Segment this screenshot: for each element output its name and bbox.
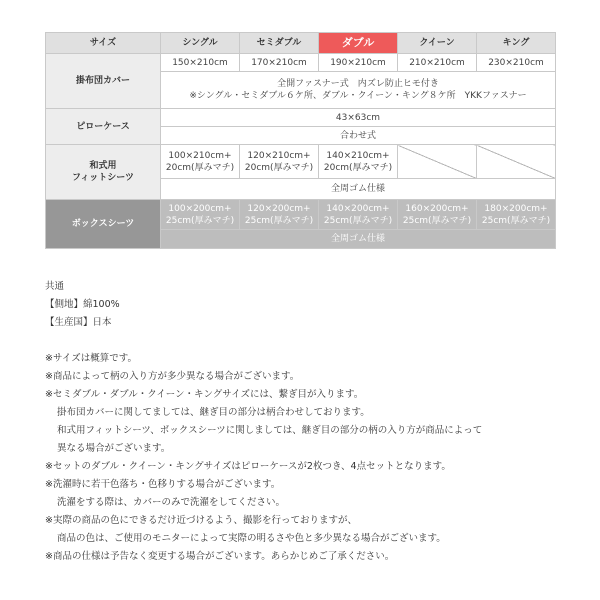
fitted-double-line1: 140×210cm+	[326, 150, 390, 161]
pillow-dims: 43×63cm	[161, 109, 556, 127]
fitted-double-line2: 20cm(厚みマチ)	[323, 162, 393, 173]
kakebuton-dim-double: 190×210cm	[319, 54, 398, 72]
box-spec: 全周ゴム仕様	[161, 230, 556, 249]
size-header: サイズ	[46, 33, 161, 54]
col-header-single: シングル	[161, 33, 240, 54]
box-cell-single	[161, 200, 240, 230]
fitted-spec: 全周ゴム仕様	[161, 179, 556, 200]
col-header-semidouble: セミダブル	[240, 33, 319, 54]
fitted-dims-row	[46, 145, 556, 179]
pillow-type: 合わせ式	[161, 127, 556, 145]
note-line: ※洗濯時に若干色落ち・色移りする場合がございます。	[45, 479, 281, 490]
notes-list	[45, 350, 565, 566]
col-header-double: ダブル	[319, 33, 398, 54]
fitted-label-line2: フィットシーツ	[72, 173, 134, 183]
note-line: ※サイズは概算です。	[45, 353, 137, 364]
kakebuton-dim-semidouble: 170×210cm	[240, 54, 319, 72]
note-line: ※セミダブル・ダブル・クイーン・キングサイズには、繋ぎ目が入ります。	[45, 389, 364, 400]
box-king-line1: 180×200cm+	[484, 203, 548, 214]
note-line: 洗濯をする際は、カバーのみで洗濯をしてください。	[57, 497, 286, 508]
fitted-single-line1: 100×210cm+	[168, 150, 232, 161]
box-label: ボックスシーツ	[46, 200, 161, 249]
common-material: 【側地】綿100%	[45, 299, 120, 310]
box-cell-semidouble	[240, 200, 319, 230]
box-single-line2: 25cm(厚みマチ)	[165, 215, 235, 226]
notes-section	[45, 278, 565, 566]
note-line: ※セットのダブル・クイーン・キングサイズはピローケースが2枚つき、4点セットとなります。	[45, 461, 451, 472]
pillow-label: ピローケース	[46, 109, 161, 145]
common-origin: 【生産国】日本	[45, 317, 112, 328]
kakebuton-note-line1: 全開ファスナー式 内ズレ防止ヒモ付き	[277, 79, 439, 89]
fitted-semidouble-line1: 120×210cm+	[247, 150, 311, 161]
col-header-king: キング	[477, 33, 556, 54]
kakebuton-dim-single: 150×210cm	[161, 54, 240, 72]
box-cell-king	[477, 200, 556, 230]
fitted-cell-queen-na	[398, 145, 477, 179]
fitted-cell-double	[319, 145, 398, 179]
box-double-line2: 25cm(厚みマチ)	[323, 215, 393, 226]
box-king-line2: 25cm(厚みマチ)	[481, 215, 551, 226]
fitted-semidouble-line2: 20cm(厚みマチ)	[244, 162, 314, 173]
box-queen-line1: 160×200cm+	[405, 203, 469, 214]
size-spec-table	[45, 32, 556, 249]
kakebuton-note	[161, 72, 556, 109]
header-row	[46, 33, 556, 54]
fitted-cell-king-na	[477, 145, 556, 179]
note-line: ※実際の商品の色にできるだけ近づけるよう、撮影を行っておりますが、	[45, 515, 357, 526]
box-cell-double	[319, 200, 398, 230]
box-semidouble-line1: 120×200cm+	[247, 203, 311, 214]
kakebuton-dims-row	[46, 54, 556, 72]
col-header-queen: クイーン	[398, 33, 477, 54]
box-single-line1: 100×200cm+	[168, 203, 232, 214]
note-line: 掛布団カバーに関してましては、継ぎ目の部分は柄合わせしております。	[57, 407, 370, 418]
common-title: 共通	[45, 281, 65, 292]
note-line: 商品の色は、ご使用のモニターによって実際の明るさや色と多少異なる場合がございます。	[57, 533, 446, 544]
box-dims-row	[46, 200, 556, 230]
fitted-label	[46, 145, 161, 200]
fitted-single-line2: 20cm(厚みマチ)	[165, 162, 235, 173]
box-cell-queen	[398, 200, 477, 230]
kakebuton-label: 掛布団カバー	[46, 54, 161, 109]
note-line: 和式用フィットシーツ、ボックスシーツに関しましては、継ぎ目の部分の柄の入り方が商品によって	[57, 425, 483, 436]
box-queen-line2: 25cm(厚みマチ)	[402, 215, 472, 226]
fitted-cell-semidouble	[240, 145, 319, 179]
pillow-dims-row	[46, 109, 556, 127]
kakebuton-dim-king: 230×210cm	[477, 54, 556, 72]
kakebuton-note-line2: ※シングル・セミダブル６ケ所、ダブル・クイーン・キング８ケ所 YKKファスナー	[189, 91, 527, 101]
note-line: ※商品によって柄の入り方が多少異なる場合がございます。	[45, 371, 300, 382]
note-line: ※商品の仕様は予告なく変更する場合がございます。あらかじめご了承ください。	[45, 551, 395, 562]
kakebuton-dim-queen: 210×210cm	[398, 54, 477, 72]
notes-spacer	[45, 332, 565, 350]
fitted-label-line1: 和式用	[89, 161, 117, 171]
box-semidouble-line2: 25cm(厚みマチ)	[244, 215, 314, 226]
box-double-line1: 140×200cm+	[326, 203, 390, 214]
fitted-cell-single	[161, 145, 240, 179]
note-line: 異なる場合がございます。	[57, 443, 171, 454]
